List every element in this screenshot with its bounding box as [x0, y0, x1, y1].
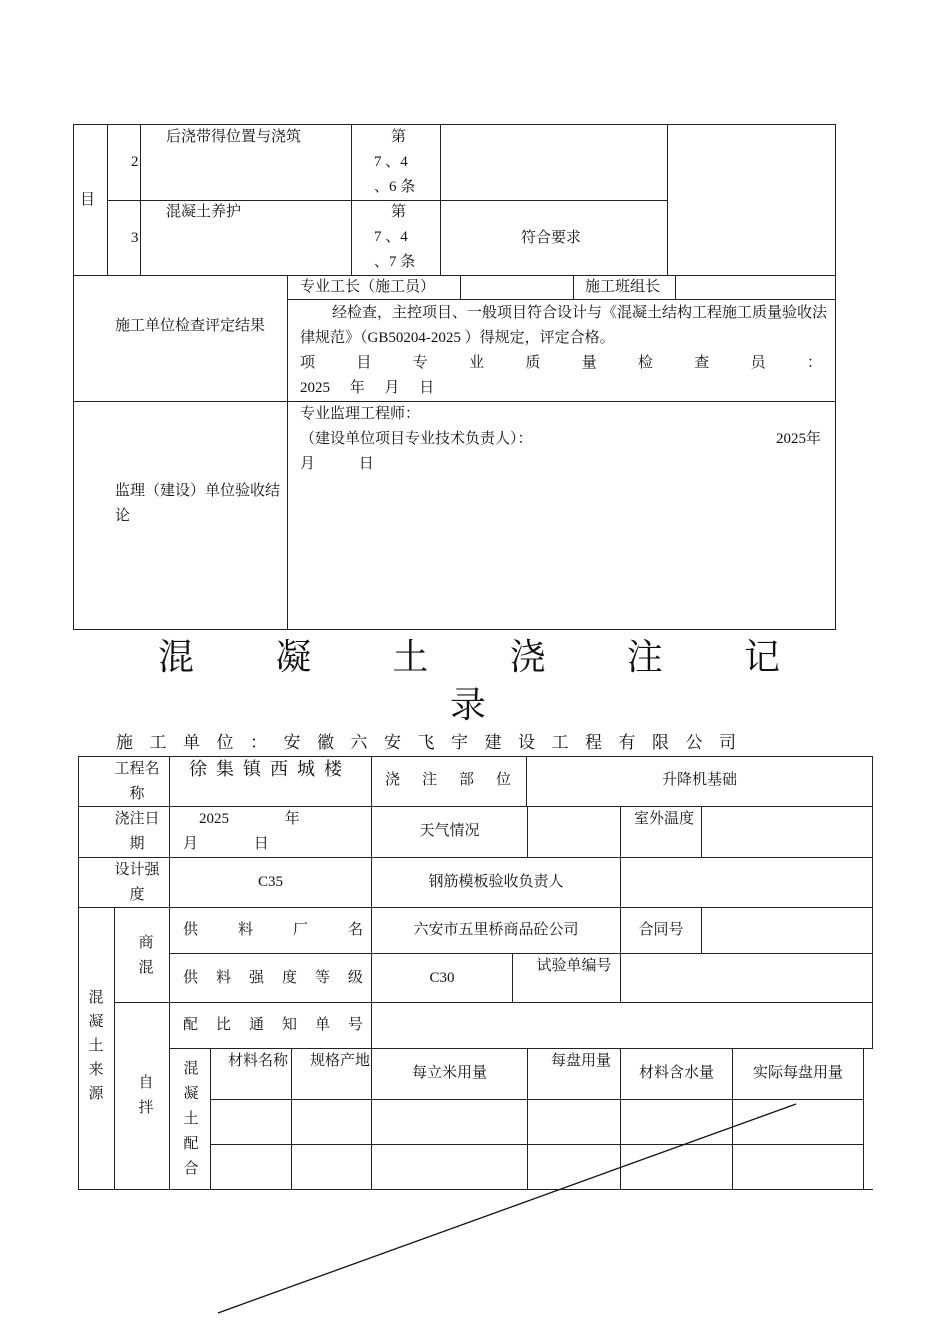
clause-line: 7 、4 [374, 229, 408, 245]
col-moisture: 材料含水量 [638, 1065, 714, 1081]
clause-line: 、7 条 [374, 254, 416, 270]
col-material-name: 材料名称 [227, 1053, 288, 1069]
contractor-date: 2025 年 月 日 [300, 380, 435, 396]
col-per-m3: 每立米用量 [411, 1065, 487, 1081]
strength-grade-value: C30 [429, 970, 455, 986]
page-title: 混 凝 土 浇 注 记 [158, 637, 780, 677]
owner-tech-lead-label: （建设单位项目专业技术负责人）： [300, 431, 533, 447]
supplier-label: 供 料 厂 名 [183, 922, 363, 938]
test-report-number-label: 试验单编号 [536, 958, 612, 974]
supplier-value: 六安市五里桥商品砼公司 [413, 922, 579, 938]
site-mix-label: 自拌 [138, 1075, 154, 1116]
outdoor-temp-label: 室外温度 [633, 811, 694, 827]
weather-label: 天气情况 [419, 823, 480, 839]
contract-number-label: 合同号 [638, 922, 684, 938]
mix-notice-number-label: 配 比 通 知 单 号 [183, 1017, 363, 1033]
col-actual-per-batch: 实际每盘用量 [752, 1065, 843, 1081]
mix-ratio-label: 混凝土配合 [183, 1061, 199, 1177]
contractor-eval-text: 经检查，主控项目、一般项目符合设计与《混凝土结构工程施工质量验收法律规范》（GB50204-2025 ）得规定，评定合格。 [300, 305, 828, 346]
clause-line: 第 [391, 129, 407, 145]
pour-part-value: 升降机基础 [661, 772, 737, 788]
rebar-formwork-lead-label: 钢筋模板验收负责人 [428, 874, 564, 890]
supervising-engineer-label: 专业监理工程师： [300, 406, 421, 422]
page-title-end: 录 [450, 685, 487, 725]
quality-inspector-label: 项 目 专 业 质 量 检 查 员 ： [300, 355, 822, 371]
item-number: 2 [131, 154, 139, 170]
item-number: 3 [131, 230, 139, 246]
clause-reference [365, 125, 435, 200]
project-name-value: 徐集镇西城楼 [189, 759, 351, 779]
commercial-mix-label: 商混 [138, 935, 154, 976]
item-name: 混凝土养护 [166, 204, 242, 220]
construction-unit: 施 工 单 位 ： 安 徽 六 安 飞 宇 建 设 工 程 有 限 公 司 [116, 733, 736, 752]
supervision-year: 2025年 [776, 431, 822, 447]
concrete-source-label: 混凝土来源 [88, 990, 104, 1102]
clause-reference [365, 200, 435, 275]
design-strength-value: C35 [257, 874, 283, 890]
col-per-batch: 每盘用量 [550, 1053, 611, 1069]
strength-grade-label: 供 料 强 度 等 级 [183, 970, 363, 986]
item-name: 后浇带得位置与浇筑 [166, 129, 302, 145]
clause-line: 、6 条 [374, 179, 416, 195]
foreman-label: 专业工长（施工员） [300, 279, 436, 295]
col-spec-origin: 规格产地 [309, 1053, 370, 1069]
supervision-date: 月 日 [300, 456, 374, 472]
contractor-eval-label: 施工单位检查评定结果 [115, 318, 266, 334]
pour-date-label: 浇注日期 [114, 811, 160, 852]
design-strength-label: 设计强度 [114, 862, 160, 903]
check-result: 符合要求 [521, 230, 582, 246]
supervision-label: 监理（建设）单位验收结论 [115, 483, 281, 524]
pour-date-value: 2025 年 月 日 [183, 811, 300, 852]
clause-line: 第 [391, 204, 407, 220]
pour-part-label: 浇 注 部 位 [385, 772, 511, 788]
project-name-label: 工程名称 [114, 761, 160, 802]
section-side-label: 目 [80, 192, 96, 208]
clause-line: 7 、4 [374, 154, 408, 170]
team-leader-label: 施工班组长 [585, 279, 661, 295]
